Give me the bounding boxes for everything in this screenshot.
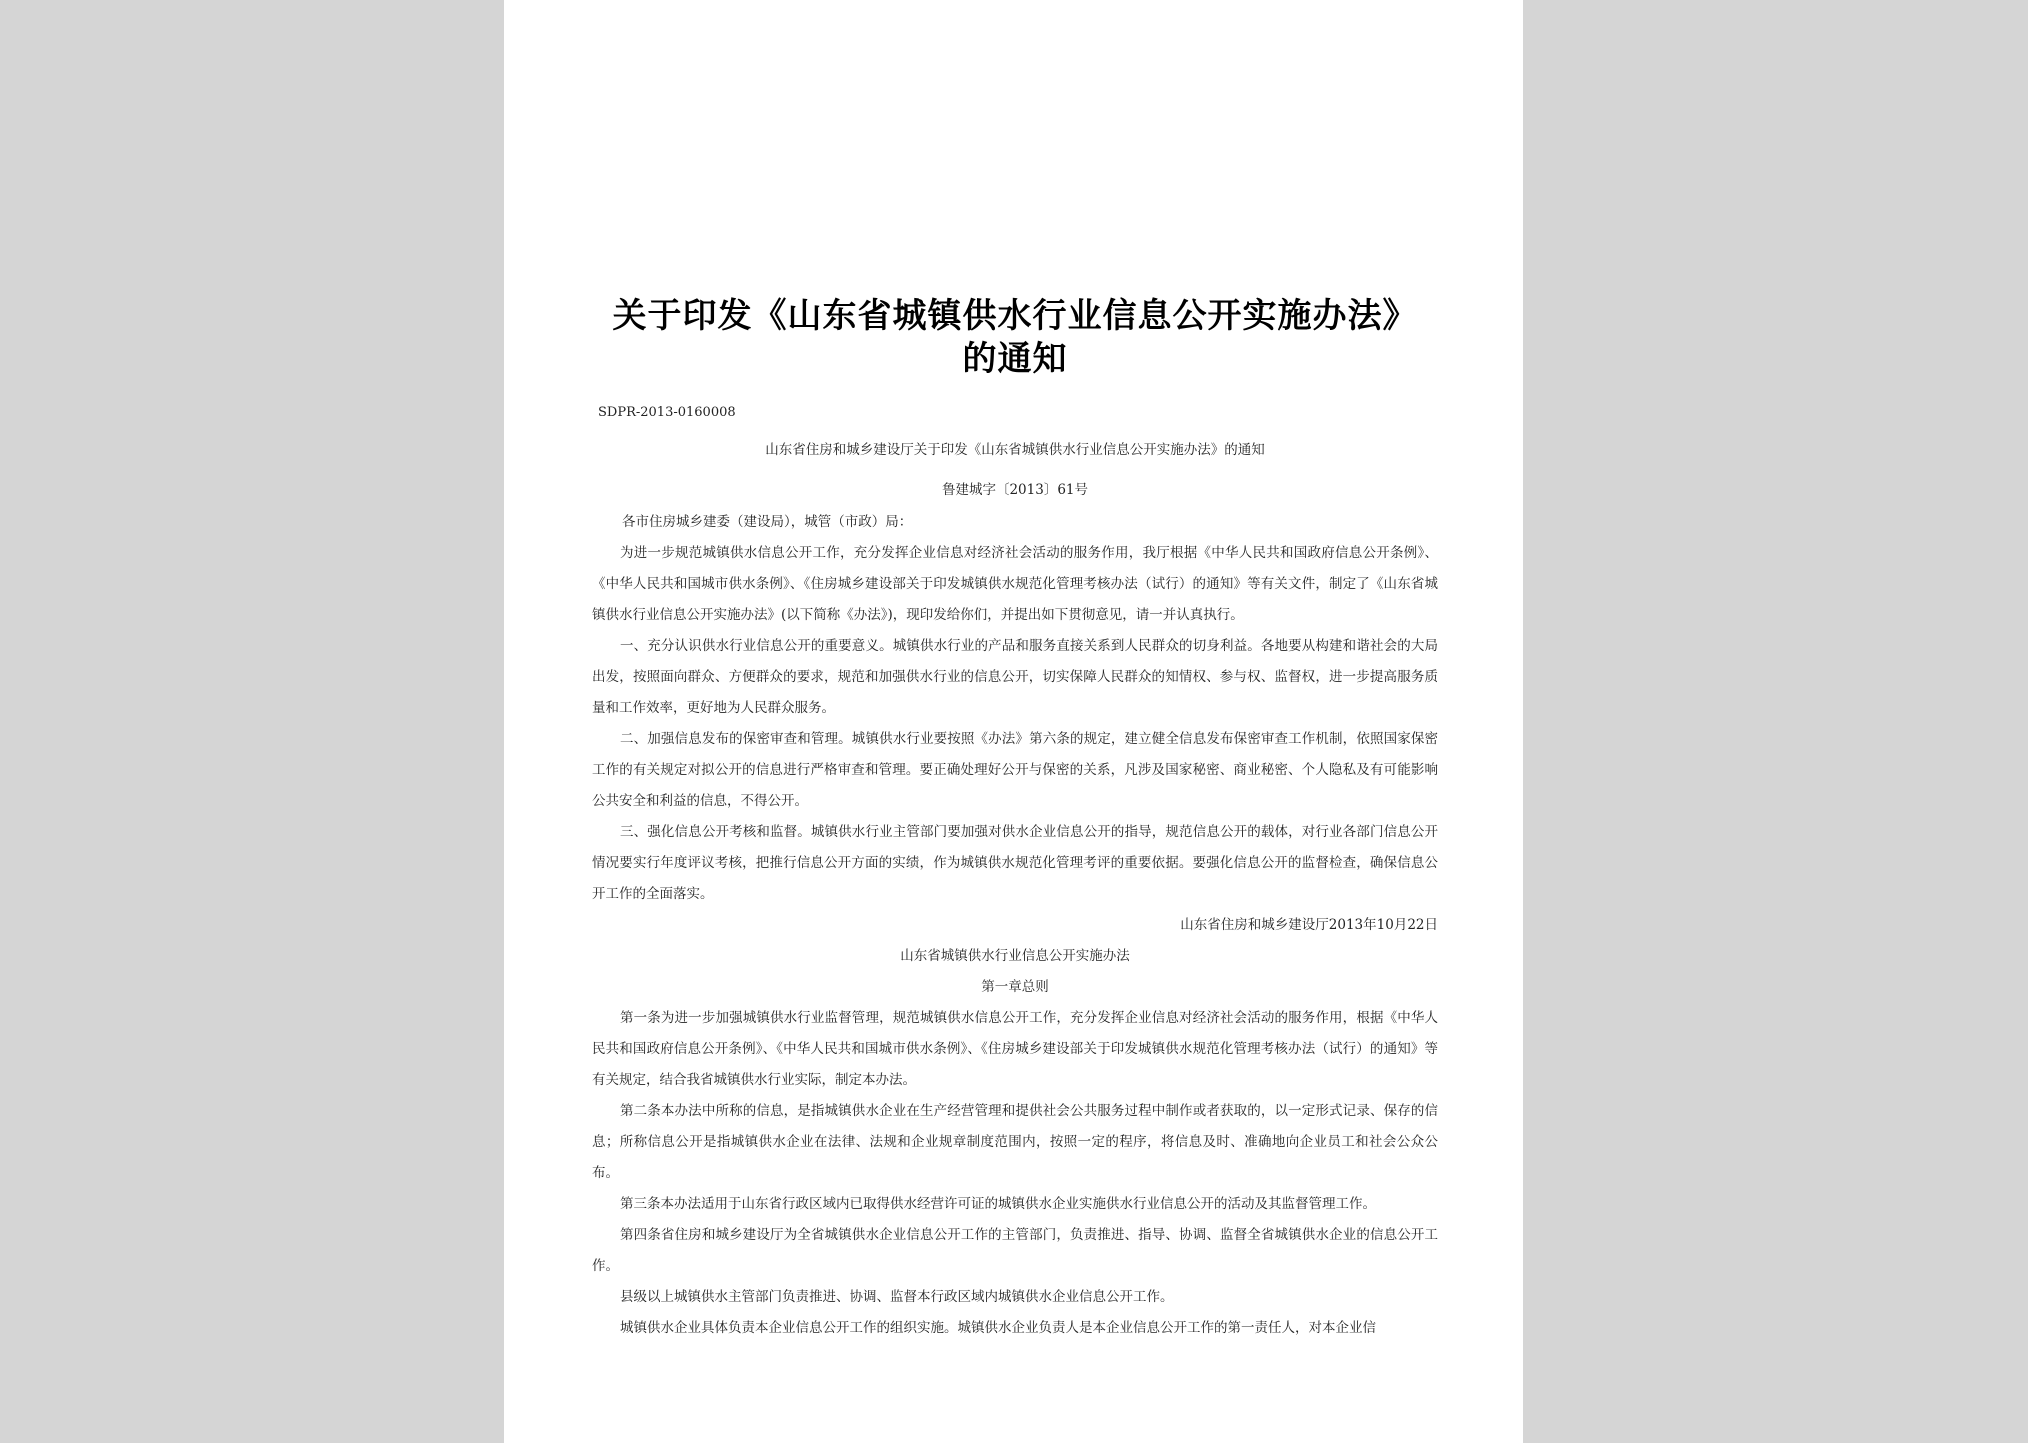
- article-4-paragraph: 第四条省住房和城乡建设厅为全省城镇供水企业信息公开工作的主管部门，负责推进、指导、协调、监督全省城镇供水企业的信息公开工作。: [592, 1227, 1438, 1274]
- chapter-1-title: 第一章总则: [981, 979, 1049, 995]
- document-title: 关于印发《山东省城镇供水行业信息公开实施办法》的通知: [612, 296, 1418, 379]
- signature-date: 山东省住房和城乡建设厅2013年10月22日: [1180, 917, 1438, 933]
- article-3-paragraph: 第三条本办法适用于山东省行政区域内已取得供水经营许可证的城镇供水企业实施供水行业信息公开的活动及其监督管理工作。: [620, 1196, 1376, 1212]
- intro-paragraph: 为进一步规范城镇供水信息公开工作，充分发挥企业信息对经济社会活动的服务作用，我厅根据《中华人民共和国政府信息公开条例》、《中华人民共和国城市供水条例》、《住房城乡建设部关于印发城镇供水规范化管理考核办法（试行）的通知》等有关文件，制定了《山东省城镇供水行业信息公开实施办法》(以下简称《办法》)，现印发给你们，并提出如下贯彻意见，请一并认真执行。: [592, 545, 1438, 623]
- article-1-paragraph: 第一条为进一步加强城镇供水行业监督管理，规范城镇供水信息公开工作，充分发挥企业信息对经济社会活动的服务作用，根据《中华人民共和国政府信息公开条例》、《中华人民共和国城市供水条例》、《住房城乡建设部关于印发城镇供水规范化管理考核办法（试行）的通知》等有关规定，结合我省城镇供水行业实际，制定本办法。: [592, 1010, 1438, 1088]
- article-2-paragraph: 第二条本办法中所称的信息，是指城镇供水企业在生产经营管理和提供社会公共服务过程中制作或者获取的，以一定形式记录、保存的信息；所称信息公开是指城镇供水企业在法律、法规和企业规章制度范围内，按照一定的程序，将信息及时、准确地向企业员工和社会公众公布。: [592, 1103, 1438, 1181]
- article-4-paragraph-2: 县级以上城镇供水主管部门负责推进、协调、监督本行政区域内城镇供水企业信息公开工作。: [620, 1289, 1174, 1305]
- point-3-paragraph: 三、强化信息公开考核和监督。城镇供水行业主管部门要加强对供水企业信息公开的指导，规范信息公开的载体，对行业各部门信息公开情况要实行年度评议考核，把推行信息公开方面的实绩，作为城镇供水规范化管理考评的重要依据。要强化信息公开的监督检查，确保信息公开工作的全面落实。: [592, 824, 1438, 902]
- document-id: SDPR-2013-0160008: [598, 405, 736, 420]
- point-1-paragraph: 一、充分认识供水行业信息公开的重要意义。城镇供水行业的产品和服务直接关系到人民群众的切身利益。各地要从构建和谐社会的大局出发，按照面向群众、方便群众的要求，规范和加强供水行业的信息公开，切实保障人民群众的知情权、参与权、监督权，进一步提高服务质量和工作效率，更好地为人民群众服务。: [592, 638, 1438, 716]
- document-page: [504, 0, 1523, 1443]
- article-4-paragraph-3: 城镇供水企业具体负责本企业信息公开工作的组织实施。城镇供水企业负责人是本企业信息公开工作的第一责任人，对本企业信: [620, 1320, 1376, 1336]
- document-content: [592, 295, 1438, 1344]
- header-line: 山东省住房和城乡建设厅关于印发《山东省城镇供水行业信息公开实施办法》的通知: [765, 442, 1265, 458]
- measures-title: 山东省城镇供水行业信息公开实施办法: [900, 948, 1130, 964]
- point-2-paragraph: 二、加强信息发布的保密审查和管理。城镇供水行业要按照《办法》第六条的规定，建立健全信息发布保密审查工作机制，依照国家保密工作的有关规定对拟公开的信息进行严格审查和管理。要正确处理好公开与保密的关系，凡涉及国家秘密、商业秘密、个人隐私及有可能影响公共安全和利益的信息，不得公开。: [592, 731, 1438, 809]
- salutation: 各市住房城乡建委（建设局），城管（市政）局：: [622, 514, 913, 530]
- reference-number: 鲁建城字〔2013〕61号: [941, 482, 1089, 498]
